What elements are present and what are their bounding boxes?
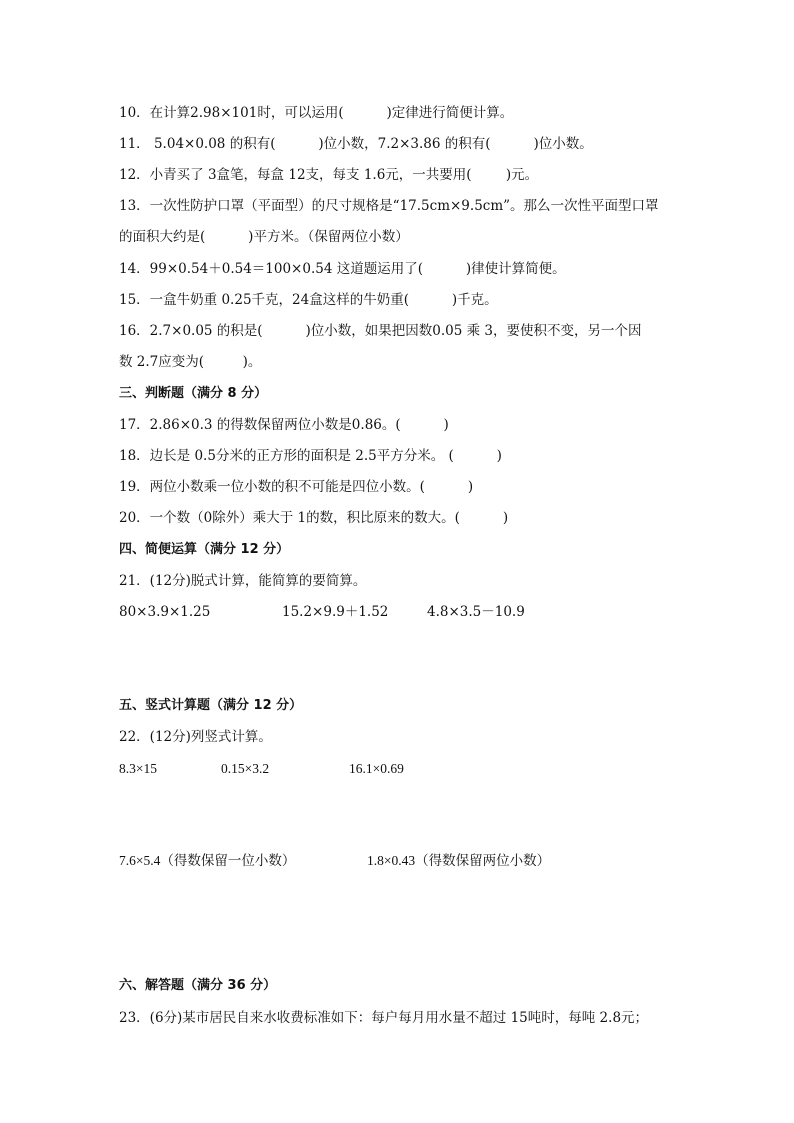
q22-expression-3: 16.1×0.69 xyxy=(349,761,404,776)
question-11: 11． 5.04×0.08 的积有( )位小数，7.2×3.86 的积有( )位小数。 xyxy=(119,136,593,152)
section-heading-judgement: 三、判断题（满分 8 分） xyxy=(119,386,268,401)
question-10: 10．在计算2.98×101时，可以运用( )定律进行简便计算。 xyxy=(119,105,514,121)
question-23: 23．(6分)某市居民自来水收费标准如下：每户每月用水量不超过 15吨时，每吨 2.8元； xyxy=(119,1010,649,1026)
section-heading-word-problems: 六、解答题（满分 36 分） xyxy=(119,978,277,993)
question-14: 14．99×0.54＋0.54＝100×0.54 这道题运用了( )律使计算简便。 xyxy=(119,261,566,277)
question-16-line2: 数 2.7应变为( )。 xyxy=(119,354,262,370)
question-17: 17．2.86×0.3 的得数保留两位小数是0.86。( ) xyxy=(119,417,449,433)
q21-expression-3: 4.8×3.5－10.9 xyxy=(427,604,525,620)
question-22: 22．(12分)列竖式计算。 xyxy=(119,729,272,745)
section-heading-simple-calc: 四、简便运算（满分 12 分） xyxy=(119,542,290,557)
q22-expression-4: 7.6×5.4（得数保留一位小数） xyxy=(119,853,296,868)
question-19: 19．两位小数乘一位小数的积不可能是四位小数。( ) xyxy=(119,479,474,495)
q21-expression-1: 80×3.9×1.25 xyxy=(119,604,211,620)
question-15: 15．一盒牛奶重 0.25千克，24盒这样的牛奶重( )千克。 xyxy=(119,292,498,308)
question-20: 20．一个数（0除外）乘大于 1的数，积比原来的数大。( ) xyxy=(119,510,509,526)
question-16-line1: 16．2.7×0.05 的积是( )位小数，如果把因数0.05 乘 3，要使积不变，另一个因 xyxy=(119,323,642,339)
section-heading-vertical-calc: 五、竖式计算题（满分 12 分） xyxy=(119,698,303,713)
q22-expression-2: 0.15×3.2 xyxy=(221,761,270,776)
q22-expression-1: 8.3×15 xyxy=(119,761,157,776)
question-18: 18．边长是 0.5分米的正方形的面积是 2.5平方分米。 ( ) xyxy=(119,448,502,464)
question-12: 12．小青买了 3盒笔，每盒 12支，每支 1.6元，一共要用( )元。 xyxy=(119,167,539,183)
q21-expression-2: 15.2×9.9＋1.52 xyxy=(282,604,389,620)
q22-expression-5: 1.8×0.43（得数保留两位小数） xyxy=(367,853,551,868)
question-21: 21．(12分)脱式计算，能简算的要简算。 xyxy=(119,573,367,589)
question-13-line1: 13．一次性防护口罩（平面型）的尺寸规格是“17.5cm×9.5cm”。那么一次性平面型口罩 xyxy=(119,198,659,214)
question-13-line2: 的面积大约是( )平方米。（保留两位小数） xyxy=(119,229,409,245)
